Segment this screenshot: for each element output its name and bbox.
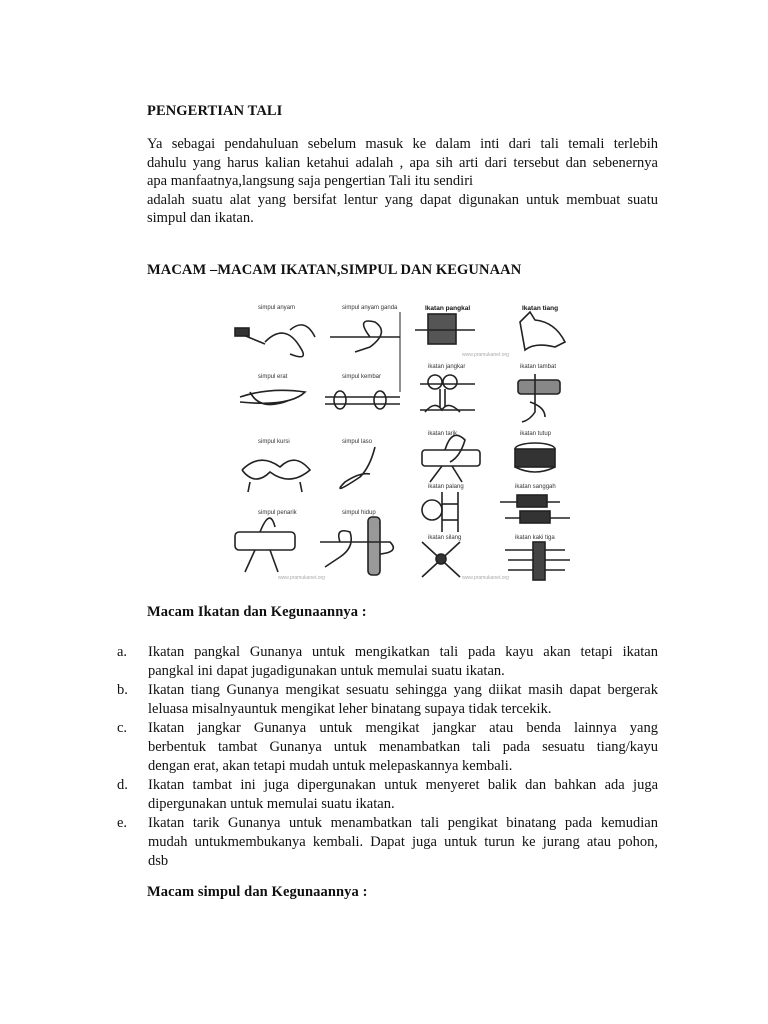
heading-macam-simpul: Macam simpul dan Kegunaannya :	[147, 884, 368, 900]
list-marker: d.	[117, 777, 128, 793]
label-ikatan-pangkal: Ikatan pangkal	[425, 305, 471, 312]
list-line: Ikatan tiang Gunanya mengikat sesuatu sehingga yang diikat masih dapat bergerak	[148, 682, 658, 698]
label-ikatan-jangkar: ikatan jangkar	[428, 364, 466, 370]
intro-line-2: dahulu yang harus kalian ketahui adalah , apa sih arti dari tersebut dan sebenernya	[147, 154, 658, 171]
intro-line-1: Ya sebagai pendahuluan sebelum masuk ke dalam inti dari tali temali terlebih	[147, 136, 658, 152]
intro-paragraph	[147, 135, 658, 228]
label-ikatan-silang: ikatan silang	[428, 535, 462, 541]
list-line: mudah untukmembukanya kembali. Dapat juga untuk turun ke jurang atau pohon,	[148, 834, 658, 850]
knots-illustration	[230, 292, 575, 587]
list-item-d	[117, 776, 658, 814]
label-simpul-penarik: simpul penarik	[258, 510, 297, 516]
list-marker: e.	[117, 815, 128, 831]
intro-line-4: adalah suatu alat yang bersifat lentur yang dapat digunakan untuk membuat suatu	[147, 191, 658, 208]
label-ikatan-palang: ikatan palang	[428, 484, 464, 490]
ikatan-list	[117, 643, 658, 871]
list-marker: c.	[117, 720, 128, 736]
list-item-c	[117, 719, 658, 776]
heading-macam-macam: MACAM –MACAM IKATAN,SIMPUL DAN KEGUNAAN	[147, 262, 522, 278]
list-line: berbentuk tambat Gunanya untuk menambatkan tali pada sesuatu tiang/kayu	[148, 739, 658, 755]
label-simpul-kembar: simpul kembar	[342, 374, 382, 380]
label-ikatan-tutup: ikatan tutup	[520, 431, 552, 437]
watermark-bottom-right: www.pramukanet.org	[462, 575, 509, 581]
label-ikatan-tiang: Ikatan tiang	[522, 305, 559, 312]
label-simpul-anyam: simpul anyam	[258, 305, 296, 311]
label-simpul-erat: simpul erat	[258, 374, 288, 380]
label-ikatan-tarik: ikatan tarik	[428, 431, 458, 437]
label-simpul-anyam-ganda: simpul anyam ganda	[342, 305, 398, 311]
list-line: pangkal ini dapat jugadigunakan untuk memulai suatu ikatan.	[148, 663, 505, 679]
list-marker: b.	[117, 682, 128, 698]
intro-line-5: simpul dan ikatan.	[147, 210, 254, 226]
heading-macam-ikatan: Macam Ikatan dan Kegunaannya :	[147, 604, 367, 620]
list-marker: a.	[117, 644, 128, 660]
intro-line-3: apa manfaatnya,langsung saja pengertian Tali itu sendiri	[147, 173, 474, 189]
list-line: leluasa misalnyauntuk mengikat leher binatang supaya tidak tercekik.	[148, 701, 552, 717]
label-ikatan-tambat: ikatan tambat	[520, 364, 557, 370]
label-simpul-hidup: simpul hidup	[342, 510, 376, 516]
list-line: dsb	[148, 853, 169, 869]
label-simpul-laso: simpul laso	[342, 439, 373, 445]
list-line: Ikatan tambat ini juga dipergunakan untuk menyeret balik dan bahkan ada juga	[148, 777, 658, 793]
label-ikatan-sanggah: ikatan sanggah	[515, 484, 556, 490]
list-line: dipergunakan untuk memulai suatu ikatan.	[148, 796, 395, 812]
list-line: Ikatan tarik Gunanya untuk menambatkan tali pengikat binatang pada kemudian	[148, 815, 658, 831]
list-item-a	[117, 643, 658, 681]
label-ikatan-kaki-tiga: ikatan kaki tiga	[515, 535, 555, 541]
list-line: Ikatan jangkar Gunanya untuk mengikat jangkar atau benda lainnya yang	[148, 720, 658, 736]
watermark-top: www.pramukanet.org	[462, 352, 509, 358]
watermark-bottom-left: www.pramukanet.org	[278, 575, 325, 581]
list-line: Ikatan pangkal Gunanya untuk mengikatkan tali pada kayu akan tetapi ikatan	[148, 644, 658, 660]
list-line: dengan erat, akan tetapi mudah untuk melepaskannya kembali.	[148, 758, 513, 774]
list-item-e	[117, 814, 658, 871]
list-item-b	[117, 681, 658, 719]
label-simpul-kursi: simpul kursi	[258, 439, 290, 445]
heading-pengertian-tali: PENGERTIAN TALI	[147, 103, 283, 119]
